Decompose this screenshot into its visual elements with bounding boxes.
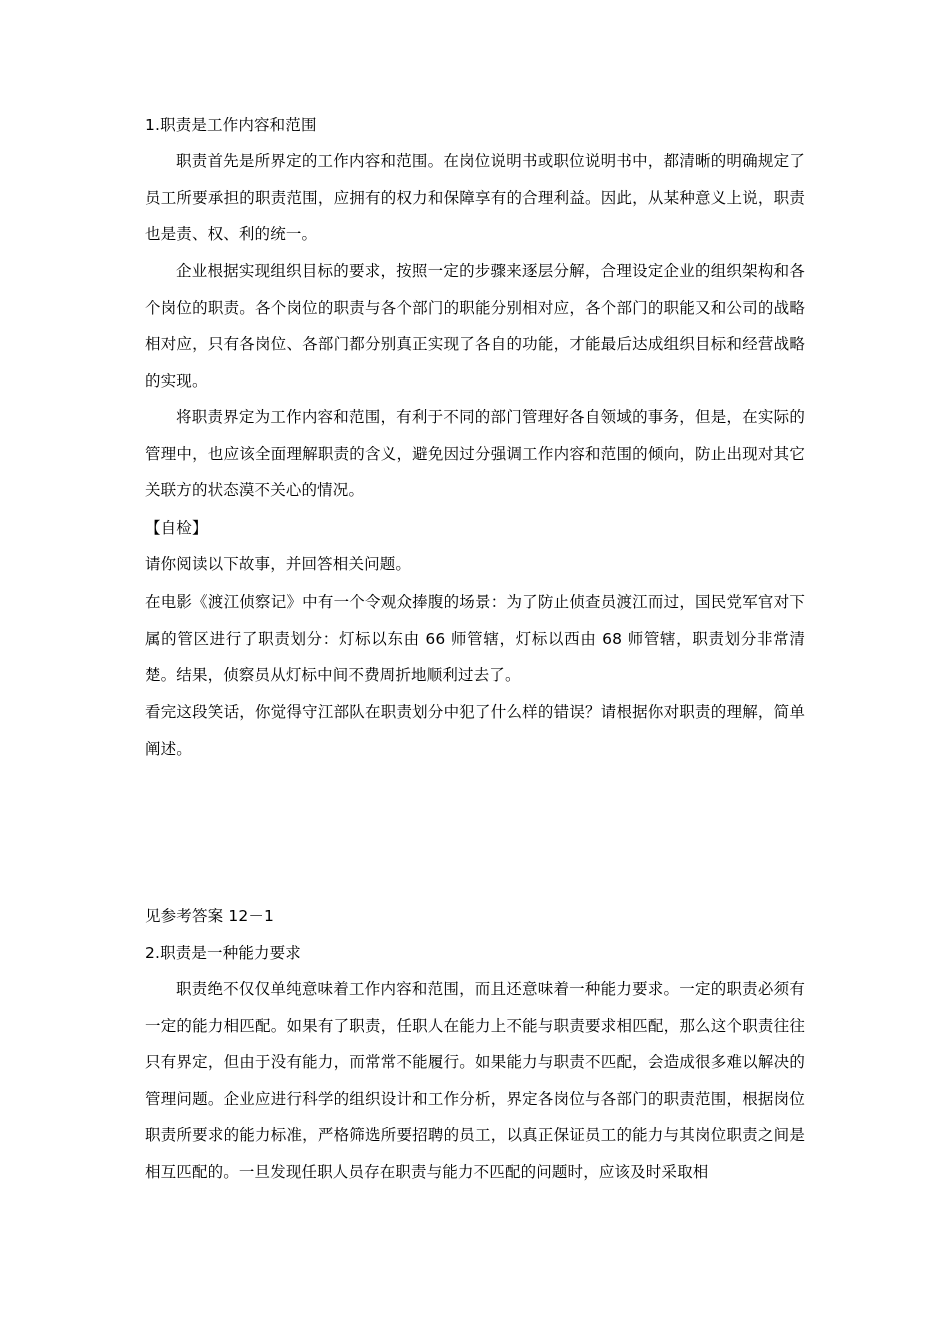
section2-heading: 2.职责是一种能力要求	[145, 944, 301, 962]
answer-reference: 见参考答案 12－1	[145, 907, 275, 925]
section1-heading: 1.职责是工作内容和范围	[145, 116, 317, 134]
self-check-intro: 请你阅读以下故事，并回答相关问题。	[145, 555, 412, 573]
section2-paragraph: 职责绝不仅仅单纯意味着工作内容和范围，而且还意味着一种能力要求。一定的职责必须有一定的能力相匹配。如果有了职责，任职人在能力上不能与职责要求相匹配，那么这个职责往往只有界定，但由于没有能力，而常常不能履行。如果能力与职责不匹配，会造成很多难以解决的管理问题。企业应进行科学的组织设计和工作分析，界定各岗位与各部门的职责范围，根据岗位职责所要求的能力标准，严格筛选所要招聘的员工，以真正保证员工的能力与其岗位职责之间是相互匹配的。一旦发现任职人员存在职责与能力不匹配的问题时，应该及时采取相	[145, 980, 805, 1181]
section1-paragraph-2: 企业根据实现组织目标的要求，按照一定的步骤来逐层分解，合理设定企业的组织架构和各个岗位的职责。各个岗位的职责与各个部门的职能分别相对应，各个部门的职能又和公司的战略相对应，只有各岗位、各部门都分别真正实现了各自的功能，才能最后达成组织目标和经营战略的实现。	[145, 262, 805, 390]
self-check-label: 【自检】	[145, 519, 208, 537]
section1-paragraph-3: 将职责界定为工作内容和范围，有利于不同的部门管理好各自领域的事务，但是，在实际的管理中，也应该全面理解职责的含义，避免因过分强调工作内容和范围的倾向，防止出现对其它关联方的状态漠不关心的情况。	[145, 408, 805, 499]
self-check-story: 在电影《渡江侦察记》中有一个令观众捧腹的场景：为了防止侦查员渡江而过，国民党军官对下属的管区进行了职责划分：灯标以东由 66 师管辖，灯标以西由 68 师管辖，职责划分非常清楚。结果，侦察员从灯标中间不费周折地顺利过去了。	[145, 593, 805, 684]
self-check-question: 看完这段笑话，你觉得守江部队在职责划分中犯了什么样的错误？请根据你对职责的理解，简单阐述。	[145, 703, 805, 758]
section1-paragraph-1: 职责首先是所界定的工作内容和范围。在岗位说明书或职位说明书中，都清晰的明确规定了员工所要承担的职责范围，应拥有的权力和保障享有的合理利益。因此，从某种意义上说，职责也是责、权、利的统一。	[145, 152, 805, 243]
